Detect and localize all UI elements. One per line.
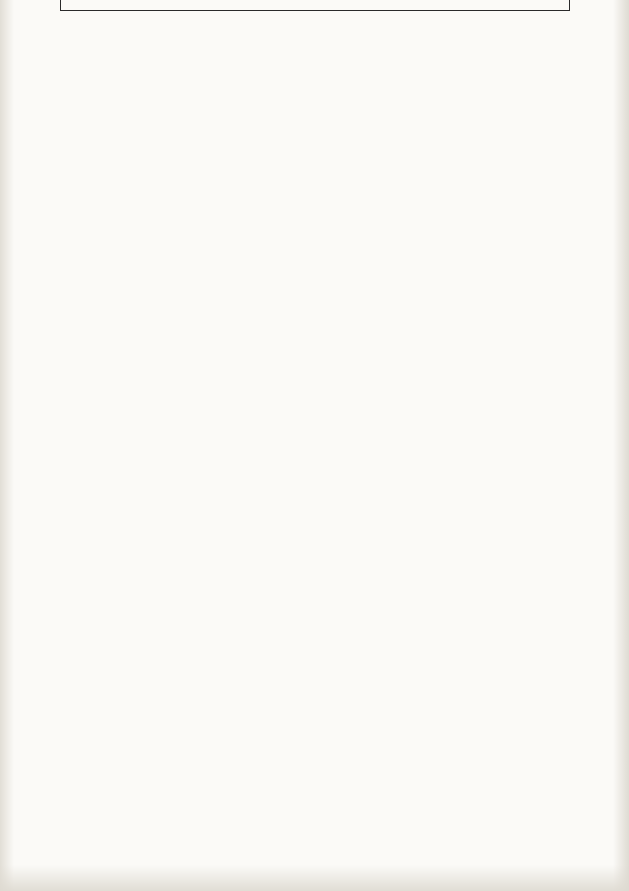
blank-area bbox=[60, 0, 570, 11]
scan-edge-bottom bbox=[0, 865, 629, 891]
scan-edge-right bbox=[613, 0, 629, 891]
scan-edge-left bbox=[0, 0, 14, 891]
